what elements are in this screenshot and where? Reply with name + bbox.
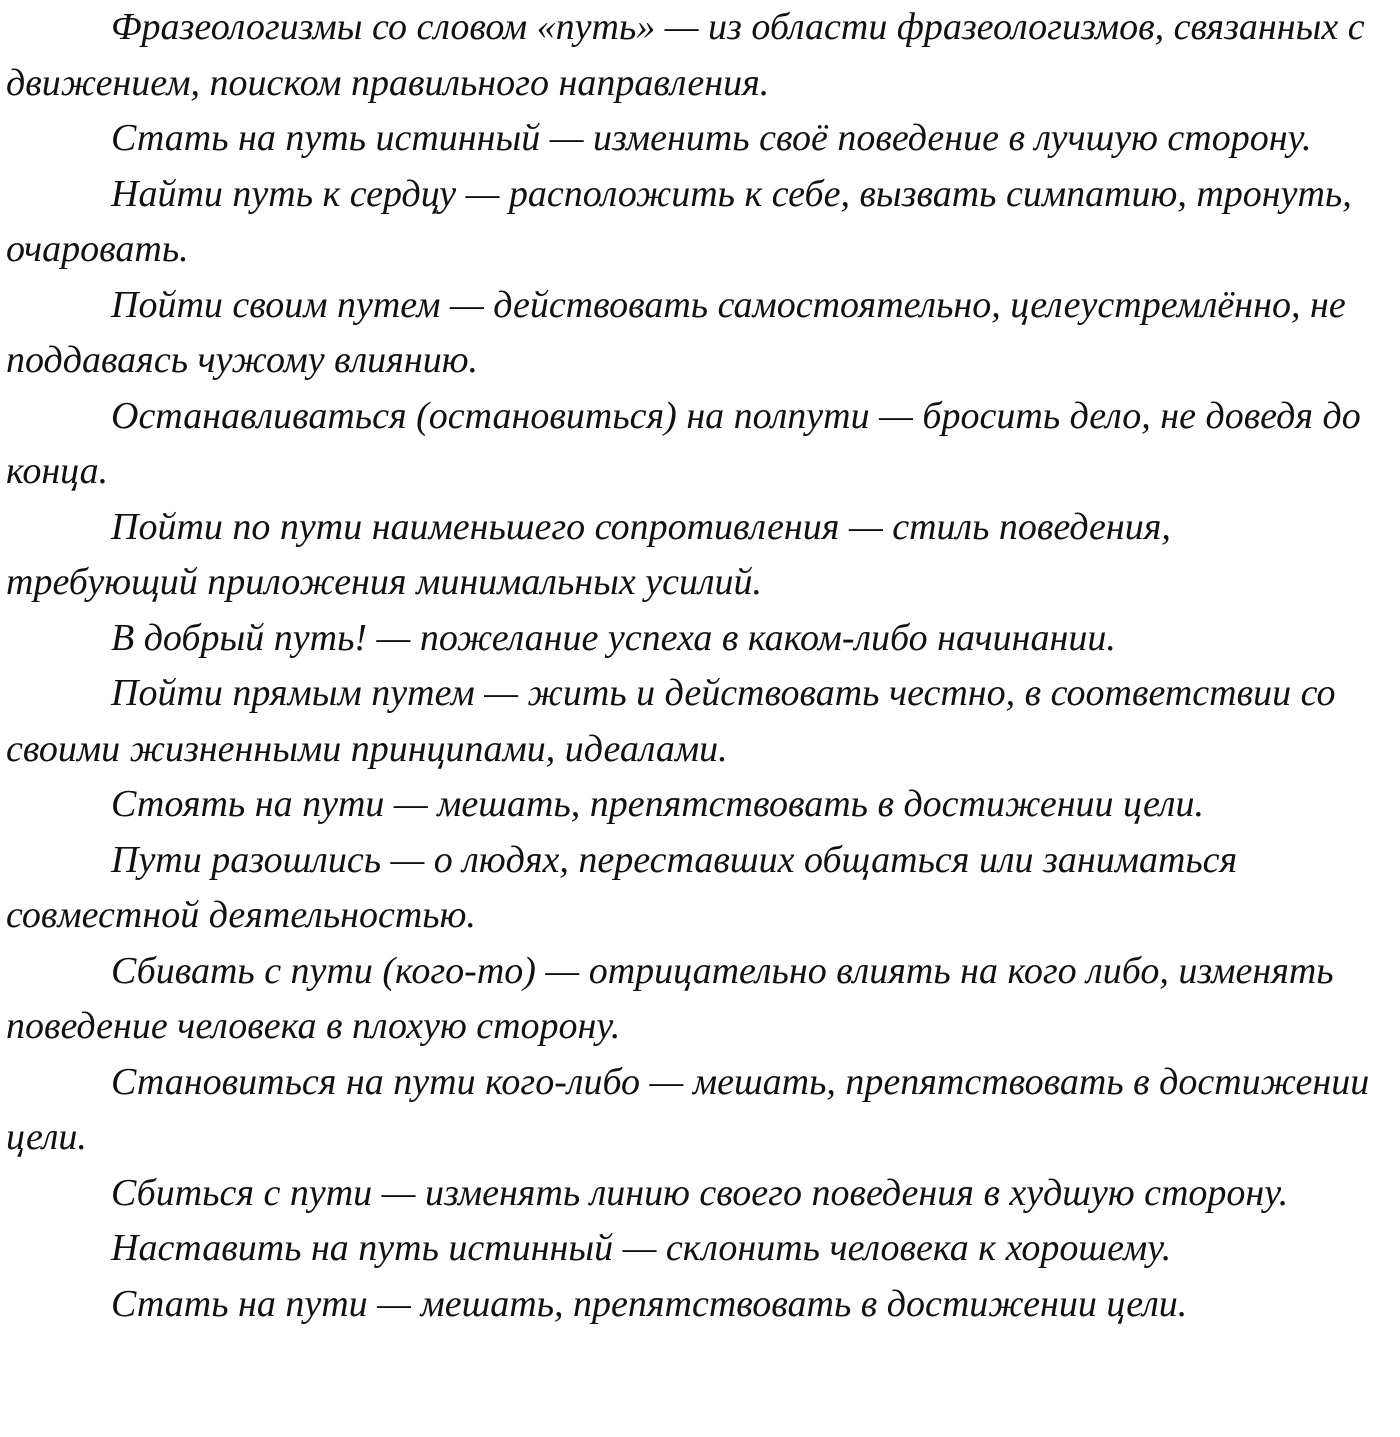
idiom-entry: Стать на пути — мешать, препятствовать в достижении цели. [111, 1282, 1188, 1325]
idiom-entry: Пойти по пути наименьшего сопротивления — стиль поведения, требующий приложения минимальных усилий. [6, 505, 1171, 603]
idiom-entry: Становиться на пути кого-либо — мешать, препятствовать в достижении цели. [6, 1060, 1370, 1158]
idiom-entry: Сбиться с пути — изменять линию своего поведения в худшую сторону. [111, 1171, 1289, 1214]
idiom-entry: Стоять на пути — мешать, препятствовать в достижении цели. [111, 783, 1204, 825]
idiom-entry: В добрый путь! — пожелание успеха в каком-либо начинании. [111, 616, 1116, 659]
idiom-entry: Пойти своим путем — действовать самостоятельно, целеустремлённо, не поддаваясь чужому влиянию. [6, 283, 1346, 381]
idiom-entry: Пойти прямым путем — жить и действовать честно, в соответствии со своими жизненными принципами, идеалами. [6, 672, 1336, 770]
intro-paragraph: Фразеологизмы со словом «путь» — из области фразеологизмов, связанных с движением, поиском правильного направления. [6, 6, 1365, 104]
idiom-entry: Найти путь к сердцу — расположить к себе, вызвать симпатию, тронуть, очаровать. [6, 172, 1352, 270]
idiom-entry: Пути разошлись — о людях, переставших общаться или заниматься совместной деятельностью. [6, 838, 1238, 936]
idiom-entry: Останавливаться (остановиться) на полпути — бросить дело, не доведя до конца. [6, 394, 1361, 492]
idiom-entry: Наставить на путь истинный — склонить человека к хорошему. [111, 1227, 1172, 1269]
idiom-entry: Стать на путь истинный — изменить своё поведение в лучшую сторону. [111, 117, 1312, 159]
idiom-entry: Сбивать с пути (кого-то) — отрицательно влиять на кого либо, изменять поведение человека в плохую сторону. [6, 949, 1334, 1047]
